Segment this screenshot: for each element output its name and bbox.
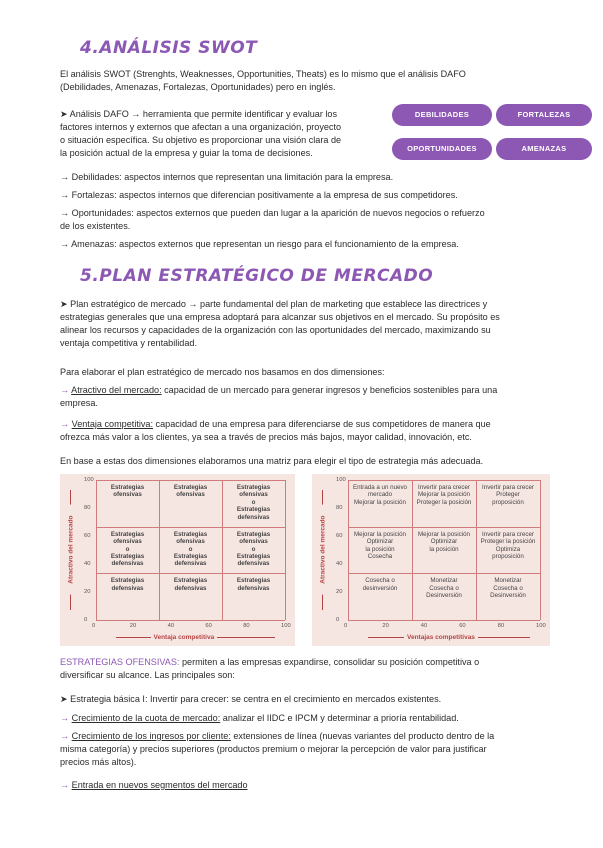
- matrix-cell: Entrada a un nuevo mercado Mejorar la posición: [352, 484, 407, 506]
- matrix-x-tick: 0: [344, 623, 348, 629]
- strategy-title: Entrada en nuevos segmentos del mercado: [71, 780, 248, 790]
- section-title-plan: 5.PLAN ESTRATÉGICO DE MERCADO: [80, 266, 434, 286]
- matrix-y-tick: 60: [336, 533, 343, 539]
- strategy-market-share: [60, 712, 555, 725]
- strategy-text: extensiones de línea (nuevas variantes del producto dentro de la: [230, 731, 495, 741]
- arrow-icon: →: [60, 780, 72, 790]
- plan-intro-line: ➤ Plan estratégico de mercado → parte fundamental del plan de marketing que establece las directrices y: [60, 299, 488, 309]
- matrix-y-tick: 80: [84, 505, 91, 511]
- dafo-line: ➤ Análisis DAFO → herramienta que permite identificar y evaluar los: [60, 109, 338, 119]
- strategy-text-cont: misma categoría) y precios superiores (productos premium o mejorar la percepción de valor para justificar: [60, 743, 487, 754]
- matrix-cell: Estrategias defensivas: [173, 577, 208, 592]
- matrix-intro: En base a estas dos dimensiones elaboramos una matriz para elegir el tipo de estrategia más adecuada.: [60, 456, 484, 466]
- pill-amenazas: AMENAZAS: [496, 138, 592, 160]
- matrix-cell: Mejorar la posición Optimizar la posición Cosecha: [354, 530, 406, 560]
- matrix-cell: Invertir para crecer Proteger proposición: [482, 484, 534, 506]
- plan-intro-line: alinear los recursos y capacidades de la organización con las oportunidades del mercado, maximizando su: [60, 324, 491, 335]
- matrix-y-tick: 100: [84, 477, 94, 483]
- dimensions-intro: Para elaborar el plan estratégico de mercado nos basamos en dos dimensiones:: [60, 367, 385, 377]
- plan-intro: [60, 298, 550, 350]
- dimension-text-cont: ofrezca más valor a los clientes, ya sea a través de precios más bajos, mayor calidad, innovación, etc.: [60, 431, 472, 442]
- matrix-y-tick: 80: [336, 505, 343, 511]
- matrix-cell: Estrategias ofensivas: [110, 484, 145, 499]
- matrix-grid-vline: [540, 480, 541, 620]
- matrix-cell: Estrategias ofensivas o Estrategias defensivas: [236, 484, 271, 521]
- strategy-text: analizar el IIDC e IPCM y determinar a prioría rentabilidad.: [220, 713, 459, 723]
- bullet-amenazas: → Amenazas: aspectos externos que representan un riesgo para el funcionamiento de la empresa.: [60, 238, 459, 249]
- dafo-line: la posición actual de la empresa y guiar la toma de decisiones.: [60, 147, 313, 158]
- plan-intro-line: estrategias generales que una empresa adoptará para alcanzar sus objetivos en el mercado. Su propósito es: [60, 311, 500, 322]
- offensive-text: permiten a las empresas expandirse, consolidar su posición competitiva o: [179, 657, 480, 667]
- strategy-title: Crecimiento de la cuota de mercado:: [71, 713, 221, 723]
- matrix-cell: Estrategias ofensivas: [173, 484, 208, 499]
- matrix-x-tick: 40: [420, 623, 428, 629]
- matrix-x-tick: 20: [382, 623, 389, 629]
- offensive-text-cont: diversificar su alcance. Las principales son:: [60, 669, 235, 680]
- matrix-cell: Cosecha o desinversión: [362, 577, 398, 592]
- matrix-x-tick: 60: [459, 623, 466, 629]
- dafo-line: factores internos y externos que afectan a una organización, proyecto: [60, 121, 342, 132]
- matrix-chart-actions: [312, 474, 550, 646]
- dimension-attractiveness: [60, 384, 550, 410]
- matrix-cell: Estrategias defensivas: [236, 577, 271, 592]
- bullet-fortalezas: → Fortalezas: aspectos internos que diferencian positivamente a la empresa de sus competidores.: [60, 189, 458, 200]
- swot-bullets: [60, 171, 550, 251]
- matrix-grid-hline: [348, 620, 540, 621]
- swot-intro: [60, 68, 545, 94]
- matrix-cell: Monetizar Cosecha o Desinversión: [490, 577, 526, 600]
- basic-strategy: ➤ Estrategia básica I: Invertir para crecer: se centra en el crecimiento en mercados existentes.: [60, 694, 442, 704]
- matrix-cell: Mejorar la posición Optimizar la posición: [418, 530, 470, 553]
- matrix-cell: Invertir para crecer Mejorar la posición Proteger la posición: [416, 484, 472, 506]
- pill-fortalezas: FORTALEZAS: [496, 104, 592, 126]
- matrix-x-tick: 80: [243, 623, 250, 629]
- dafo-definition: [60, 108, 385, 160]
- bullet-oportunidades: → Oportunidades: aspectos externos que pueden dan lugar a la aparición de nuevos negocios o refuerzo: [60, 207, 485, 218]
- matrix-y-tick: 40: [84, 561, 91, 567]
- matrix-x-tick: 100: [536, 623, 546, 629]
- strategy-revenue-per-client: [60, 730, 555, 769]
- arrow-icon: →: [60, 731, 72, 741]
- offensive-label: ESTRATEGIAS OFENSIVAS:: [60, 657, 180, 667]
- matrix-x-tick: 20: [129, 623, 137, 629]
- matrix-y-label: Atractivo del mercado: [318, 505, 327, 595]
- strategy-new-segments: [60, 779, 555, 792]
- matrix-x-tick: 40: [167, 623, 175, 629]
- matrix-x-tick: 100: [281, 623, 291, 629]
- matrix-y-tick: 60: [84, 533, 91, 539]
- strategy-title: Crecimiento de los ingresos por cliente:: [71, 731, 231, 741]
- dimension-title: Ventaja competitiva:: [71, 419, 154, 429]
- swot-intro-line: El análisis SWOT (Strenghts, Weaknesses, Opportunities, Theats) es lo mismo que el análisis DAFO: [60, 69, 466, 79]
- matrix-y-tick: 20: [84, 589, 91, 595]
- matrix-x-tick: 80: [497, 623, 505, 629]
- matrix-chart-strategies: [60, 474, 295, 646]
- matrix-x-label: Ventaja competitiva: [151, 633, 218, 642]
- strategy-text-cont: precios más altos).: [60, 756, 137, 767]
- section-title-swot: 4.ANÁLISIS SWOT: [80, 38, 258, 58]
- plan-intro-line: ventaja competitiva y rentabilidad.: [60, 337, 197, 348]
- dafo-line: o situación específica. Su objetivo es proporcionar una visión clara de: [60, 134, 342, 145]
- matrix-y-tick: 20: [336, 589, 343, 595]
- matrix-cell: Estrategias ofensivas o Estrategias defensivas: [110, 530, 145, 568]
- dimension-text-cont: empresa.: [60, 397, 98, 408]
- bullet-oportunidades-cont: de los existentes.: [60, 220, 131, 231]
- matrix-cell: Estrategias ofensivas o Estrategias defensivas: [236, 530, 271, 568]
- matrix-y-label: Atractivo del mercado: [66, 505, 75, 595]
- matrix-y-tick: 0: [336, 617, 340, 623]
- offensive-intro: [60, 656, 555, 682]
- pill-oportunidades: OPORTUNIDADES: [392, 138, 492, 160]
- matrix-y-tick: 40: [336, 561, 343, 567]
- dimension-text: capacidad de un mercado para generar ingresos y beneficios sostenibles para una: [161, 385, 498, 395]
- matrix-grid-vline: [285, 480, 286, 620]
- pill-debilidades: DEBILIDADES: [392, 104, 492, 126]
- matrix-x-tick: 0: [92, 623, 96, 629]
- swot-intro-line: (Debilidades, Amenazas, Fortalezas, Oportunidades) pero en inglés.: [60, 81, 336, 92]
- matrix-grid-hline: [96, 620, 285, 621]
- arrow-icon: →: [60, 385, 72, 395]
- matrix-y-tick: 0: [84, 617, 88, 623]
- arrow-icon: →: [60, 419, 72, 429]
- matrix-cell: Invertir para crecer Proteger la posición Optimiza proposición: [480, 530, 536, 560]
- dimension-advantage: [60, 418, 550, 444]
- bullet-debilidades: → Debilidades: aspectos internos que representan una limitación para la empresa.: [60, 172, 394, 182]
- matrix-y-tick: 100: [336, 477, 346, 483]
- matrix-cell: Monetizar Cosecha o Desinversión: [426, 577, 462, 600]
- dimension-title: Atractivo del mercado:: [71, 385, 162, 395]
- matrix-cell: Estrategias defensivas: [110, 577, 145, 592]
- matrix-x-label: Ventajas competitivas: [404, 633, 478, 642]
- matrix-cell: Estrategias ofensivas o Estrategias defensivas: [173, 530, 208, 568]
- arrow-icon: →: [60, 713, 72, 723]
- matrix-x-tick: 60: [205, 623, 212, 629]
- dimension-text: capacidad de una empresa para diferenciarse de sus competidores de manera que: [153, 419, 491, 429]
